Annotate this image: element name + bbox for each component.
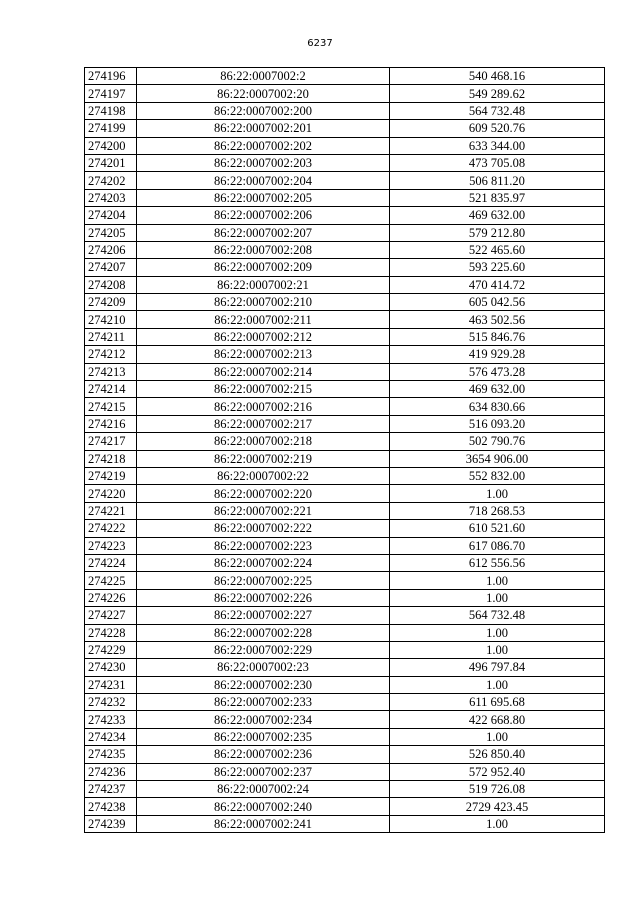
table-row — [85, 572, 605, 589]
table-row — [85, 276, 605, 293]
table-row — [85, 137, 605, 154]
table-row — [85, 659, 605, 676]
value-cell: 3654 906.00 — [390, 450, 605, 467]
table-row — [85, 624, 605, 641]
row-id-cell: 274197 — [85, 85, 137, 102]
table-row — [85, 189, 605, 206]
value-cell: 519 726.08 — [390, 781, 605, 798]
cadastral-table — [84, 67, 605, 833]
value-cell: 617 086.70 — [390, 537, 605, 554]
cadastral-number-cell: 86:22:0007002:221 — [137, 502, 390, 519]
table-row — [85, 328, 605, 345]
table-row — [85, 154, 605, 171]
row-id-cell: 274198 — [85, 102, 137, 119]
cadastral-number-cell: 86:22:0007002:20 — [137, 85, 390, 102]
cadastral-number-cell: 86:22:0007002:237 — [137, 763, 390, 780]
value-cell: 552 832.00 — [390, 467, 605, 484]
row-id-cell: 274204 — [85, 207, 137, 224]
table-row — [85, 294, 605, 311]
value-cell: 549 289.62 — [390, 85, 605, 102]
row-id-cell: 274225 — [85, 572, 137, 589]
cadastral-number-cell: 86:22:0007002:229 — [137, 641, 390, 658]
cadastral-number-cell: 86:22:0007002:240 — [137, 798, 390, 815]
value-cell: 1.00 — [390, 589, 605, 606]
row-id-cell: 274238 — [85, 798, 137, 815]
row-id-cell: 274224 — [85, 554, 137, 571]
row-id-cell: 274206 — [85, 241, 137, 258]
row-id-cell: 274228 — [85, 624, 137, 641]
row-id-cell: 274222 — [85, 520, 137, 537]
table-row — [85, 520, 605, 537]
row-id-cell: 274212 — [85, 346, 137, 363]
cadastral-number-cell: 86:22:0007002:236 — [137, 746, 390, 763]
table-row — [85, 398, 605, 415]
row-id-cell: 274201 — [85, 154, 137, 171]
cadastral-number-cell: 86:22:0007002:220 — [137, 485, 390, 502]
cadastral-number-cell: 86:22:0007002:235 — [137, 728, 390, 745]
table-row — [85, 363, 605, 380]
cadastral-number-cell: 86:22:0007002:210 — [137, 294, 390, 311]
cadastral-number-cell: 86:22:0007002:21 — [137, 276, 390, 293]
cadastral-number-cell: 86:22:0007002:225 — [137, 572, 390, 589]
row-id-cell: 274200 — [85, 137, 137, 154]
table-row — [85, 172, 605, 189]
row-id-cell: 274229 — [85, 641, 137, 658]
row-id-cell: 274213 — [85, 363, 137, 380]
row-id-cell: 274234 — [85, 728, 137, 745]
value-cell: 516 093.20 — [390, 415, 605, 432]
table-row — [85, 433, 605, 450]
value-cell: 469 632.00 — [390, 381, 605, 398]
row-id-cell: 274231 — [85, 676, 137, 693]
cadastral-number-cell: 86:22:0007002:200 — [137, 102, 390, 119]
value-cell: 572 952.40 — [390, 763, 605, 780]
cadastral-number-cell: 86:22:0007002:201 — [137, 120, 390, 137]
value-cell: 1.00 — [390, 624, 605, 641]
cadastral-number-cell: 86:22:0007002:222 — [137, 520, 390, 537]
table-row — [85, 728, 605, 745]
value-cell: 611 695.68 — [390, 694, 605, 711]
row-id-cell: 274217 — [85, 433, 137, 450]
value-cell: 1.00 — [390, 728, 605, 745]
cadastral-number-cell: 86:22:0007002:227 — [137, 607, 390, 624]
page-number: 6237 — [307, 38, 333, 49]
row-id-cell: 274215 — [85, 398, 137, 415]
row-id-cell: 274196 — [85, 68, 137, 85]
table-row — [85, 694, 605, 711]
cadastral-number-cell: 86:22:0007002:209 — [137, 259, 390, 276]
table-row — [85, 415, 605, 432]
value-cell: 463 502.56 — [390, 311, 605, 328]
cadastral-number-cell: 86:22:0007002:233 — [137, 694, 390, 711]
value-cell: 564 732.48 — [390, 102, 605, 119]
cadastral-number-cell: 86:22:0007002:205 — [137, 189, 390, 206]
value-cell: 469 632.00 — [390, 207, 605, 224]
cadastral-number-cell: 86:22:0007002:230 — [137, 676, 390, 693]
table-row — [85, 467, 605, 484]
row-id-cell: 274235 — [85, 746, 137, 763]
value-cell: 579 212.80 — [390, 224, 605, 241]
value-cell: 634 830.66 — [390, 398, 605, 415]
value-cell: 612 556.56 — [390, 554, 605, 571]
table-row — [85, 641, 605, 658]
cadastral-number-cell: 86:22:0007002:228 — [137, 624, 390, 641]
table-row — [85, 781, 605, 798]
row-id-cell: 274239 — [85, 815, 137, 832]
value-cell: 473 705.08 — [390, 154, 605, 171]
cadastral-number-cell: 86:22:0007002:23 — [137, 659, 390, 676]
row-id-cell: 274205 — [85, 224, 137, 241]
table-row — [85, 537, 605, 554]
cadastral-number-cell: 86:22:0007002:211 — [137, 311, 390, 328]
value-cell: 2729 423.45 — [390, 798, 605, 815]
cadastral-number-cell: 86:22:0007002:234 — [137, 711, 390, 728]
cadastral-number-cell: 86:22:0007002:241 — [137, 815, 390, 832]
table-row — [85, 607, 605, 624]
value-cell: 593 225.60 — [390, 259, 605, 276]
row-id-cell: 274237 — [85, 781, 137, 798]
value-cell: 1.00 — [390, 641, 605, 658]
table-row — [85, 798, 605, 815]
row-id-cell: 274207 — [85, 259, 137, 276]
row-id-cell: 274199 — [85, 120, 137, 137]
table-row — [85, 815, 605, 832]
table-row — [85, 450, 605, 467]
value-cell: 522 465.60 — [390, 241, 605, 258]
row-id-cell: 274211 — [85, 328, 137, 345]
value-cell: 1.00 — [390, 815, 605, 832]
row-id-cell: 274236 — [85, 763, 137, 780]
table-row — [85, 102, 605, 119]
table-row — [85, 502, 605, 519]
cadastral-number-cell: 86:22:0007002:24 — [137, 781, 390, 798]
cadastral-number-cell: 86:22:0007002:2 — [137, 68, 390, 85]
table-row — [85, 207, 605, 224]
value-cell: 506 811.20 — [390, 172, 605, 189]
value-cell: 576 473.28 — [390, 363, 605, 380]
cadastral-number-cell: 86:22:0007002:215 — [137, 381, 390, 398]
cadastral-number-cell: 86:22:0007002:213 — [137, 346, 390, 363]
table-row — [85, 589, 605, 606]
cadastral-number-cell: 86:22:0007002:22 — [137, 467, 390, 484]
cadastral-number-cell: 86:22:0007002:226 — [137, 589, 390, 606]
cadastral-number-cell: 86:22:0007002:218 — [137, 433, 390, 450]
cadastral-number-cell: 86:22:0007002:214 — [137, 363, 390, 380]
value-cell: 1.00 — [390, 485, 605, 502]
row-id-cell: 274214 — [85, 381, 137, 398]
table-row — [85, 241, 605, 258]
value-cell: 521 835.97 — [390, 189, 605, 206]
row-id-cell: 274227 — [85, 607, 137, 624]
value-cell: 610 521.60 — [390, 520, 605, 537]
cadastral-number-cell: 86:22:0007002:216 — [137, 398, 390, 415]
row-id-cell: 274210 — [85, 311, 137, 328]
row-id-cell: 274219 — [85, 467, 137, 484]
table-row — [85, 485, 605, 502]
value-cell: 609 520.76 — [390, 120, 605, 137]
row-id-cell: 274208 — [85, 276, 137, 293]
cadastral-number-cell: 86:22:0007002:217 — [137, 415, 390, 432]
value-cell: 564 732.48 — [390, 607, 605, 624]
table-row — [85, 711, 605, 728]
cadastral-number-cell: 86:22:0007002:203 — [137, 154, 390, 171]
cadastral-number-cell: 86:22:0007002:224 — [137, 554, 390, 571]
table-row — [85, 746, 605, 763]
table-row — [85, 763, 605, 780]
row-id-cell: 274232 — [85, 694, 137, 711]
table-row — [85, 68, 605, 85]
row-id-cell: 274221 — [85, 502, 137, 519]
row-id-cell: 274218 — [85, 450, 137, 467]
table-row — [85, 120, 605, 137]
table-row — [85, 224, 605, 241]
value-cell: 496 797.84 — [390, 659, 605, 676]
row-id-cell: 274216 — [85, 415, 137, 432]
value-cell: 422 668.80 — [390, 711, 605, 728]
row-id-cell: 274202 — [85, 172, 137, 189]
value-cell: 1.00 — [390, 676, 605, 693]
row-id-cell: 274220 — [85, 485, 137, 502]
row-id-cell: 274233 — [85, 711, 137, 728]
row-id-cell: 274203 — [85, 189, 137, 206]
cadastral-number-cell: 86:22:0007002:219 — [137, 450, 390, 467]
value-cell: 419 929.28 — [390, 346, 605, 363]
cadastral-number-cell: 86:22:0007002:223 — [137, 537, 390, 554]
cadastral-number-cell: 86:22:0007002:207 — [137, 224, 390, 241]
table-body — [85, 68, 605, 833]
cadastral-number-cell: 86:22:0007002:212 — [137, 328, 390, 345]
value-cell: 605 042.56 — [390, 294, 605, 311]
table-row — [85, 259, 605, 276]
cadastral-number-cell: 86:22:0007002:208 — [137, 241, 390, 258]
row-id-cell: 274223 — [85, 537, 137, 554]
value-cell: 502 790.76 — [390, 433, 605, 450]
value-cell: 633 344.00 — [390, 137, 605, 154]
value-cell: 515 846.76 — [390, 328, 605, 345]
table-row — [85, 554, 605, 571]
cadastral-number-cell: 86:22:0007002:206 — [137, 207, 390, 224]
value-cell: 526 850.40 — [390, 746, 605, 763]
row-id-cell: 274230 — [85, 659, 137, 676]
table-row — [85, 381, 605, 398]
table-row — [85, 85, 605, 102]
row-id-cell: 274209 — [85, 294, 137, 311]
cadastral-number-cell: 86:22:0007002:202 — [137, 137, 390, 154]
table-row — [85, 346, 605, 363]
value-cell: 718 268.53 — [390, 502, 605, 519]
cadastral-number-cell: 86:22:0007002:204 — [137, 172, 390, 189]
row-id-cell: 274226 — [85, 589, 137, 606]
value-cell: 540 468.16 — [390, 68, 605, 85]
value-cell: 1.00 — [390, 572, 605, 589]
table-row — [85, 311, 605, 328]
value-cell: 470 414.72 — [390, 276, 605, 293]
table-row — [85, 676, 605, 693]
